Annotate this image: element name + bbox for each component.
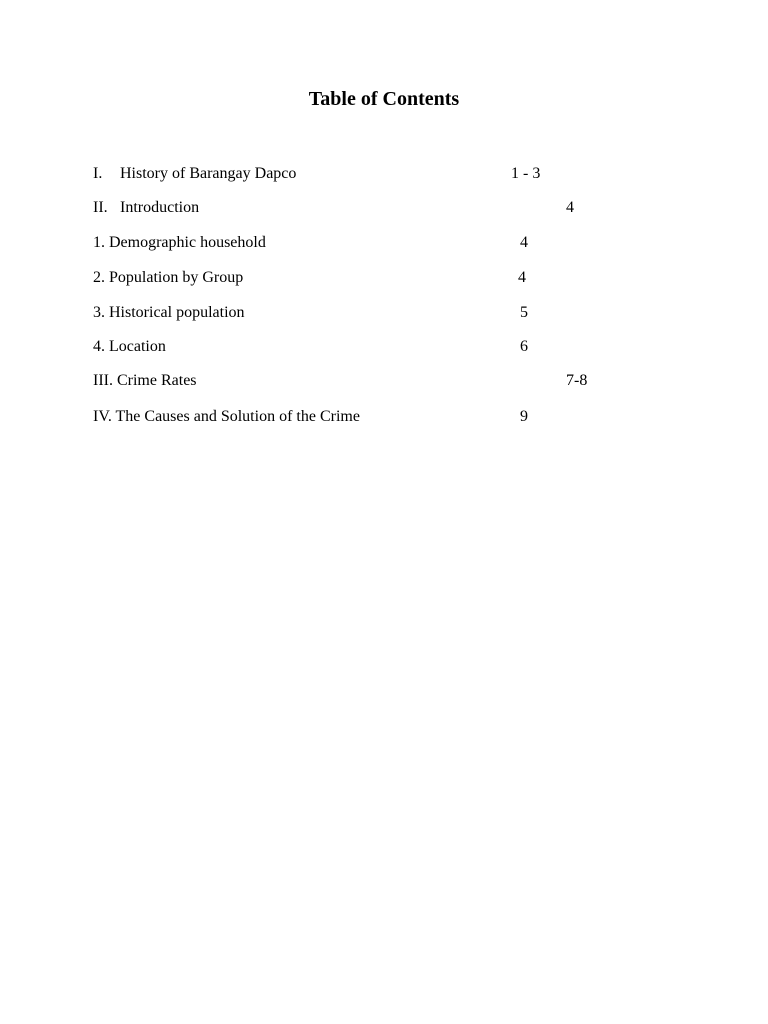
toc-entry-page: 4 bbox=[520, 234, 528, 251]
toc-entry-page: 7-8 bbox=[566, 372, 588, 389]
toc-entry bbox=[0, 370, 768, 392]
toc-entry-text: History of Barangay Dapco bbox=[120, 165, 297, 182]
toc-entry bbox=[0, 267, 768, 289]
toc-entry-number: I. bbox=[93, 165, 103, 182]
toc-entry-page: 9 bbox=[520, 408, 528, 425]
toc-entry-number: II. bbox=[93, 199, 108, 216]
toc-entry bbox=[0, 232, 768, 254]
toc-entry-text: 2. Population by Group bbox=[93, 269, 244, 286]
page-title: Table of Contents bbox=[308, 88, 460, 110]
toc-entry bbox=[0, 197, 768, 219]
toc-entry-text: IV. The Causes and Solution of the Crime bbox=[93, 408, 360, 425]
toc-entry-text: Introduction bbox=[120, 199, 200, 216]
toc-entry-text: 3. Historical population bbox=[93, 304, 245, 321]
toc-entry-page: 5 bbox=[520, 304, 528, 321]
toc-entry-text: 4. Location bbox=[93, 338, 166, 355]
toc-entry bbox=[0, 406, 768, 428]
toc-entry-text: III. Crime Rates bbox=[93, 372, 197, 389]
toc-entry-text: 1. Demographic household bbox=[93, 234, 266, 251]
toc-entry-page: 1 - 3 bbox=[511, 165, 541, 182]
toc-entry bbox=[0, 163, 768, 185]
toc-entry bbox=[0, 336, 768, 358]
toc-entry-page: 6 bbox=[520, 338, 528, 355]
toc-entry-page: 4 bbox=[566, 199, 574, 216]
toc-entry bbox=[0, 302, 768, 324]
toc-entry-page: 4 bbox=[518, 269, 526, 286]
